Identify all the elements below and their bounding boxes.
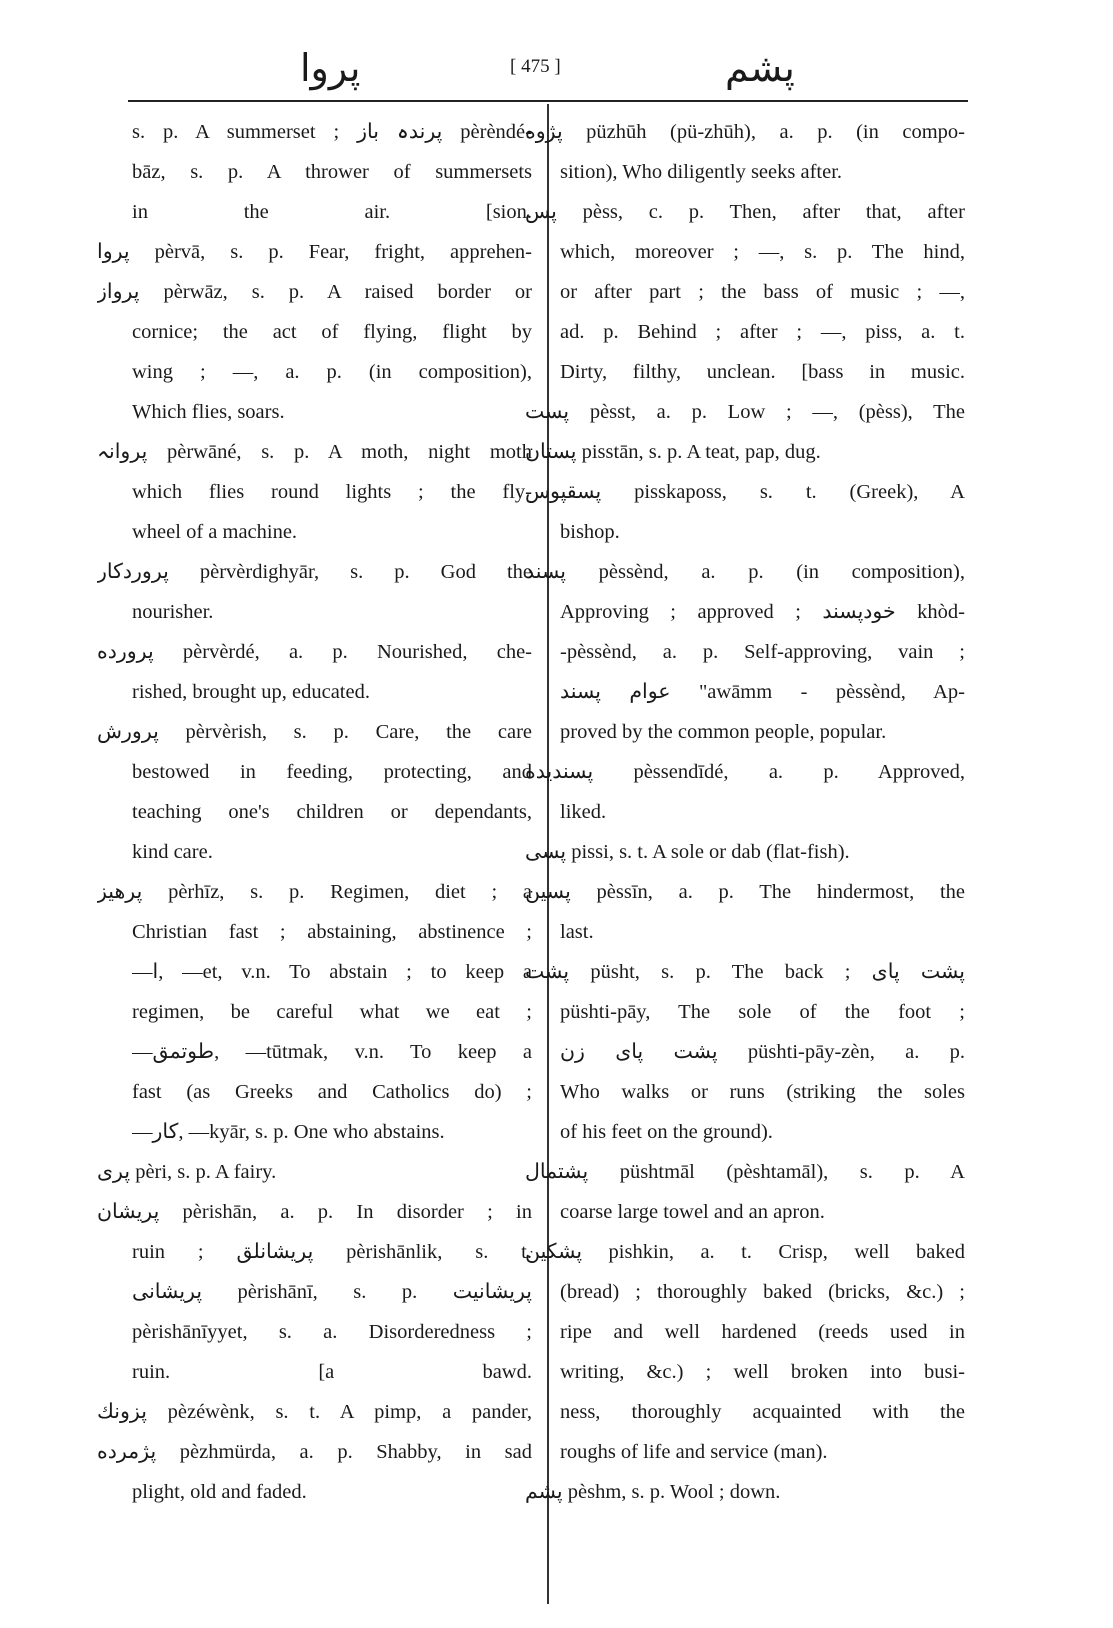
dictionary-line: wheel of a machine. bbox=[132, 521, 298, 543]
dictionary-line: fast (as Greeks and Catholics do) ; bbox=[132, 1081, 532, 1103]
dictionary-line: پرورش pèrvèrish, s. p. Care, the care bbox=[97, 721, 532, 743]
page-number: [ 475 ] bbox=[510, 56, 561, 77]
dictionary-line: s. p. A summerset ; پرندہ باز pèrèndé- bbox=[132, 121, 532, 143]
dictionary-line: ripe and well hardened (reeds used in bbox=[560, 1321, 965, 1343]
dictionary-line: coarse large towel and an apron. bbox=[560, 1201, 825, 1223]
header-rule bbox=[128, 100, 968, 102]
dictionary-line: پرورده pèrvèrdé, a. p. Nourished, che- bbox=[97, 641, 532, 663]
dictionary-line: پرهیز pèrhīz, s. p. Regimen, diet ; a bbox=[97, 881, 532, 903]
dictionary-line: Which flies, soars. bbox=[132, 401, 285, 423]
dictionary-line: پستان pisstān, s. p. A teat, pap, dug. bbox=[525, 441, 821, 463]
dictionary-line: of his feet on the ground). bbox=[560, 1121, 773, 1143]
dictionary-line: rished, brought up, educated. bbox=[132, 681, 370, 703]
dictionary-line: bestowed in feeding, protecting, and bbox=[132, 761, 532, 783]
dictionary-line: nourisher. bbox=[132, 601, 214, 623]
dictionary-line: proved by the common people, popular. bbox=[560, 721, 887, 743]
dictionary-line: ruin ; پریشانلق pèrishānlik, s. t. bbox=[132, 1241, 532, 1263]
dictionary-line: پروا pèrvā, s. p. Fear, fright, apprehen- bbox=[97, 241, 532, 263]
dictionary-line: Dirty, filthy, unclean. [bass in music. bbox=[560, 361, 965, 383]
dictionary-line: which, moreover ; —, s. p. The hind, bbox=[560, 241, 965, 263]
dictionary-line: regimen, be careful what we eat ; bbox=[132, 1001, 532, 1023]
dictionary-line: writing, &c.) ; well broken into busi- bbox=[560, 1361, 965, 1383]
dictionary-line: پریشان pèrishān, a. p. In disorder ; in bbox=[97, 1201, 532, 1223]
dictionary-line: پس pèss, c. p. Then, after that, after bbox=[525, 201, 965, 223]
dictionary-line: sition), Who diligently seeks after. bbox=[560, 161, 843, 183]
dictionary-line: ad. p. Behind ; after ; —, piss, a. t. bbox=[560, 321, 965, 343]
left-column bbox=[97, 112, 532, 1512]
dictionary-line: pèrishānīyyet, s. a. Disorderedness ; bbox=[132, 1321, 532, 1343]
dictionary-line: پشت پای زن püshti-pāy-zèn, a. p. bbox=[560, 1041, 965, 1063]
dictionary-line: ruin. [a bawd. bbox=[132, 1361, 532, 1383]
dictionary-line: in the air. [sion. bbox=[132, 201, 532, 223]
dictionary-line: last. bbox=[560, 921, 594, 943]
dictionary-line: پشتمال püshtmāl (pèshtamāl), s. p. A bbox=[525, 1161, 965, 1183]
dictionary-line: ness, thoroughly acquainted with the bbox=[560, 1401, 965, 1423]
header-right-word: پشم bbox=[725, 46, 795, 90]
dictionary-line: bāz, s. p. A thrower of summersets bbox=[132, 161, 532, 183]
dictionary-line: —ا, —et, v.n. To abstain ; to keep a bbox=[132, 961, 532, 983]
dictionary-line: پسند pèssènd, a. p. (in composition), bbox=[525, 561, 965, 583]
dictionary-line: bishop. bbox=[560, 521, 620, 543]
dictionary-line: پژمرده pèzhmürda, a. p. Shabby, in sad bbox=[97, 1441, 532, 1463]
dictionary-line: پشت püsht, s. p. The back ; پشت پای bbox=[525, 961, 965, 983]
dictionary-line: -pèssènd, a. p. Self-approving, vain ; bbox=[560, 641, 965, 663]
dictionary-line: (bread) ; thoroughly baked (bricks, &c.) ; bbox=[560, 1281, 965, 1303]
dictionary-line: پرواز pèrwāz, s. p. A raised border or bbox=[97, 281, 532, 303]
dictionary-line: Christian fast ; abstaining, abstinence ; bbox=[132, 921, 532, 943]
dictionary-line: پروانہ pèrwāné, s. p. A moth, night moth bbox=[97, 441, 532, 463]
dictionary-line: پسندیده pèssendīdé, a. p. Approved, bbox=[525, 761, 965, 783]
dictionary-line: پژوه püzhūh (pü-zhūh), a. p. (in compo- bbox=[525, 121, 965, 143]
dictionary-line: teaching one's children or dependants, bbox=[132, 801, 532, 823]
dictionary-line: which flies round lights ; the fly- bbox=[132, 481, 532, 503]
dictionary-line: Approving ; approved ; خودپسند khòd- bbox=[560, 601, 965, 623]
dictionary-line: roughs of life and service (man). bbox=[560, 1441, 828, 1463]
dictionary-line: پروردکار pèrvèrdighyār, s. p. God the bbox=[97, 561, 532, 583]
dictionary-line: püshti-pāy, The sole of the foot ; bbox=[560, 1001, 965, 1023]
right-column bbox=[525, 112, 965, 1512]
dictionary-line: پسین pèssīn, a. p. The hindermost, the bbox=[525, 881, 965, 903]
dictionary-line: پری pèri, s. p. A fairy. bbox=[97, 1161, 277, 1183]
dictionary-line: or after part ; the bass of music ; —, bbox=[560, 281, 965, 303]
dictionary-line: پسقپوس pisskaposs, s. t. (Greek), A bbox=[525, 481, 965, 503]
header-left-word: پروا bbox=[300, 46, 361, 90]
dictionary-line: پریشانی pèrishānī, s. p. پریشانیت bbox=[132, 1281, 532, 1303]
dictionary-line: پشکین pishkin, a. t. Crisp, well baked bbox=[525, 1241, 965, 1263]
dictionary-line: wing ; —, a. p. (in composition), bbox=[132, 361, 532, 383]
dictionary-line: پزونك pèzéwènk, s. t. A pimp, a pander, bbox=[97, 1401, 532, 1423]
dictionary-line: kind care. bbox=[132, 841, 213, 863]
dictionary-line: liked. bbox=[560, 801, 607, 823]
dictionary-line: پشم pèshm, s. p. Wool ; down. bbox=[525, 1481, 781, 1503]
dictionary-line: Who walks or runs (striking the soles bbox=[560, 1081, 965, 1103]
page-header bbox=[0, 38, 1113, 98]
dictionary-line: cornice; the act of flying, flight by bbox=[132, 321, 532, 343]
dictionary-line: پسی pissi, s. t. A sole or dab (flat-fish). bbox=[525, 841, 850, 863]
dictionary-line: —طوتمق, —tūtmak, v.n. To keep a bbox=[132, 1041, 532, 1063]
dictionary-line: عوام پسند "awāmm - pèssènd, Ap- bbox=[560, 681, 965, 703]
dictionary-line: plight, old and faded. bbox=[132, 1481, 307, 1503]
dictionary-line: —کار, —kyār, s. p. One who abstains. bbox=[132, 1121, 445, 1143]
dictionary-line: پست pèsst, a. p. Low ; —, (pèss), The bbox=[525, 401, 965, 423]
